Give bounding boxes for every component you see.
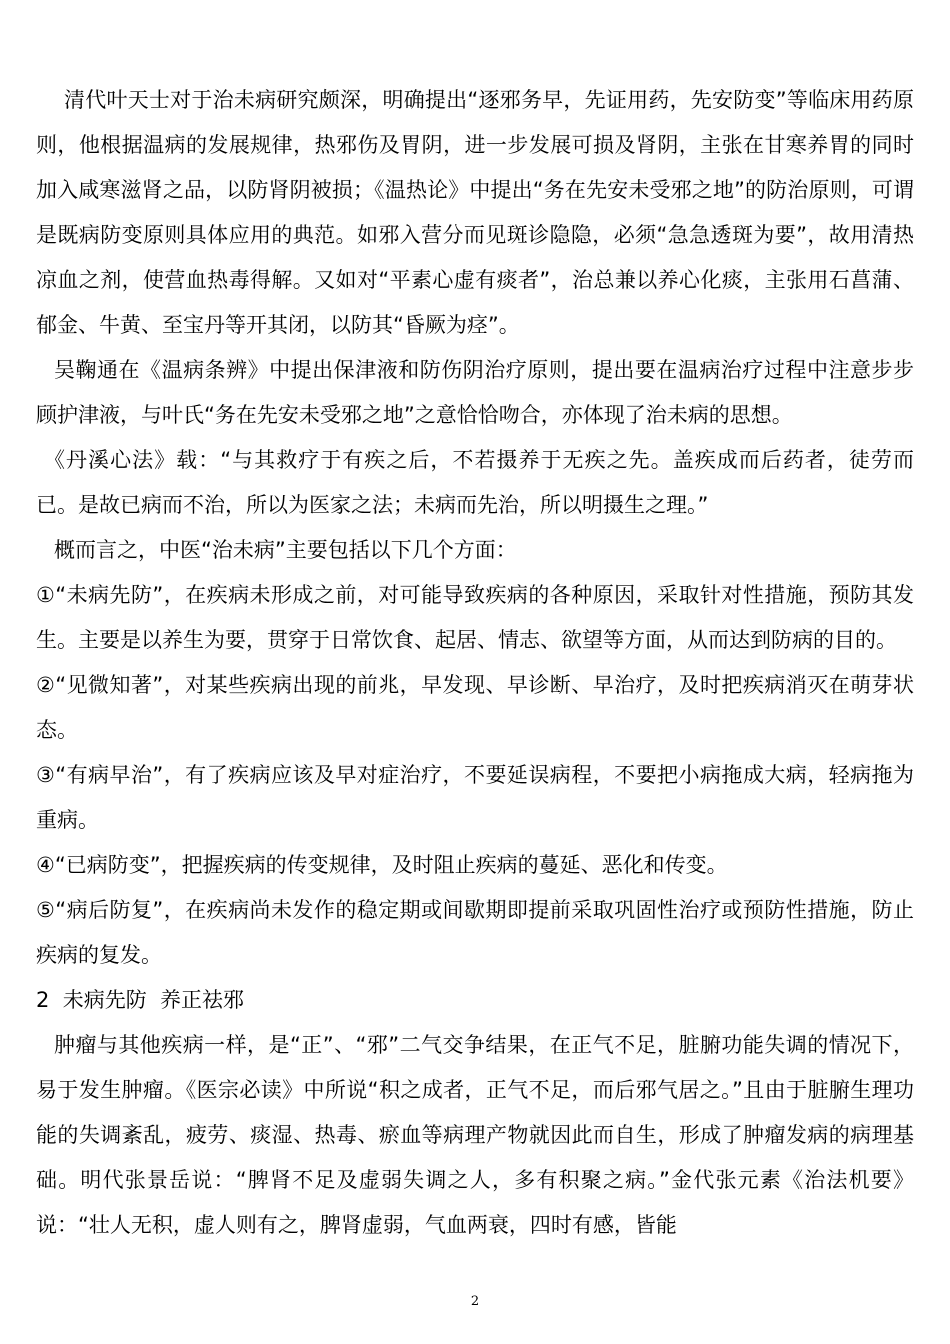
- paragraph-danxi-xinfa: 《丹溪心法》载：“与其救疗于有疾之后，不若摄养于无疾之先。盖疾成而后药者，徒劳而已。是故已病而不治，所以为医家之法；未病而先治，所以明摄生之理。”: [36, 448, 914, 517]
- paragraph-wu-jutong: 吴鞠通在《温病条辨》中提出保津液和防伤阴治疗原则，提出要在温病治疗过程中注意步步顾护津液，与叶氏“务在先安未受邪之地”之意恰恰吻合，亦体现了治未病的思想。: [36, 358, 914, 427]
- document-body: [36, 78, 914, 1248]
- list-item-early-treatment: ③“有病早治”，有了疾病应该及早对症治疗，不要延误病程，不要把小病拖成大病，轻病拖为重病。: [36, 763, 914, 832]
- section-heading: 2 未病先防 养正祛邪: [36, 988, 245, 1012]
- list-item-prevention: ①“未病先防”，在疾病未形成之前，对可能导致疾病的各种原因，采取针对性措施，预防其发生。主要是以养生为要，贯穿于日常饮食、起居、情志、欲望等方面，从而达到防病的目的。: [36, 583, 914, 652]
- list-item-prevent-progression: ④“已病防变”，把握疾病的传变规律，及时阻止疾病的蔓延、恶化和传变。: [36, 853, 728, 877]
- list-item-prevent-relapse: ⑤“病后防复”，在疾病尚未发作的稳定期或间歇期即提前采取巩固性治疗或预防性措施，防止疾病的复发。: [36, 898, 914, 967]
- list-item-early-signs: ②“见微知著”，对某些疾病出现的前兆，早发现、早诊断、早治疗，及时把疾病消灭在萌芽状态。: [36, 673, 914, 742]
- paragraph-summary-intro: 概而言之，中医“治未病”主要包括以下几个方面：: [54, 538, 517, 562]
- paragraph-ye-tianshi: 清代叶天士对于治未病研究颇深，明确提出“逐邪务早，先证用药，先安防变”等临床用药原则，他根据温病的发展规律，热邪伤及胃阴，进一步发展可损及肾阴，主张在甘寒养胃的同时加入咸寒滋肾之品，以防肾阴被损；《温热论》中提出“务在先安未受邪之地”的防治原则，可谓是既病防变原则具体应用的典范。如邪入营分而见斑诊隐隐，必须“急急透斑为要”，故用清热凉血之剂，使营血热毒得解。又如对“平素心虚有痰者”，治总兼以养心化痰，主张用石菖蒲、郁金、牛黄、至宝丹等开其闭，以防其“昏厥为痉”。: [36, 88, 914, 337]
- page-number: 2: [470, 1294, 480, 1309]
- paragraph-tumor: 肿瘤与其他疾病一样，是“正”、“邪”二气交争结果，在正气不足，脏腑功能失调的情况下，易于发生肿瘤。《医宗必读》中所说“积之成者，正气不足，而后邪气居之。”且由于脏腑生理功能的失调紊乱，疲劳、痰湿、热毒、瘀血等病理产物就因此而自生，形成了肿瘤发病的病理基础。明代张景岳说：“脾肾不足及虚弱失调之人，多有积聚之病。”金代张元素《治法机要》说：“壮人无积，虚人则有之，脾肾虚弱，气血两衰，四时有感，皆能: [36, 1033, 914, 1237]
